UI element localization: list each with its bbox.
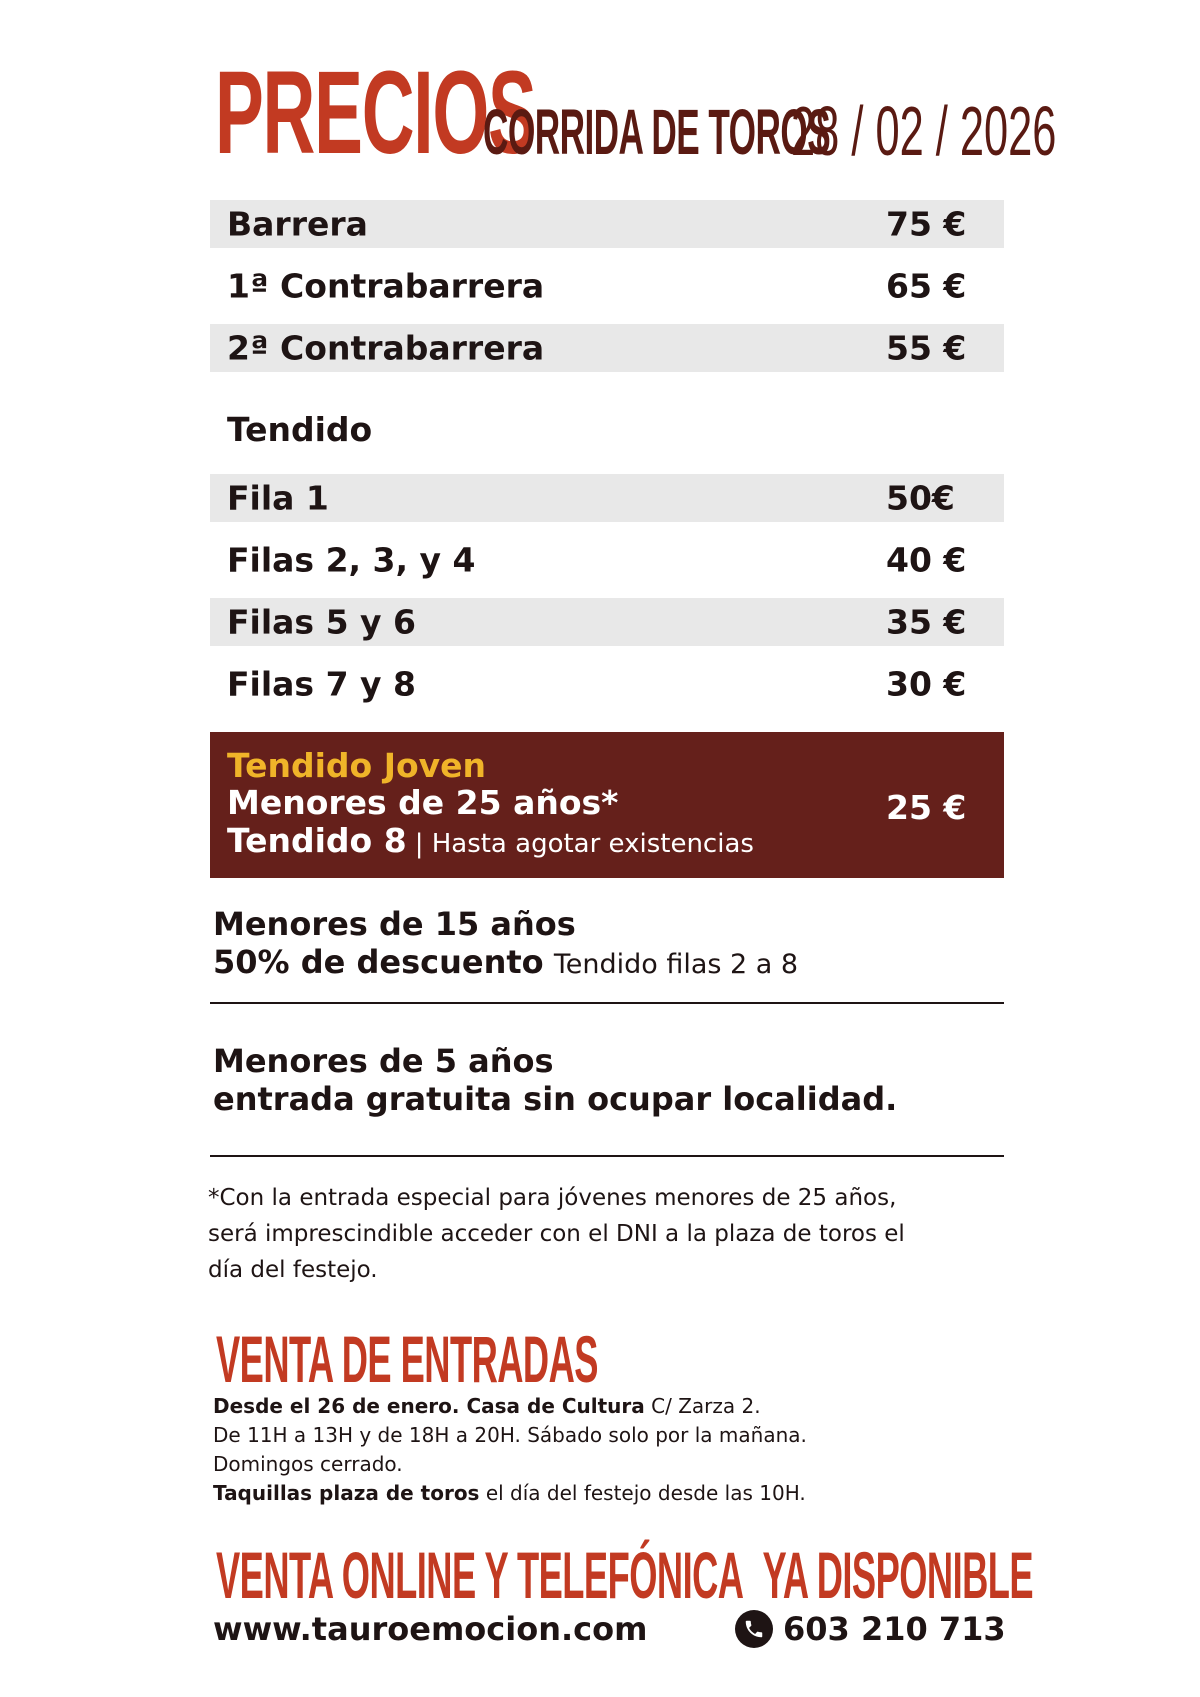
price-row-contrabarrera-1 bbox=[210, 262, 1004, 310]
discount-under15-percent: 50% de descuento bbox=[213, 943, 544, 981]
price-row-value: 50€ bbox=[886, 478, 955, 518]
venta-location: Desde el 26 de enero. Casa de Cultura bbox=[213, 1394, 645, 1418]
venta-line bbox=[213, 1392, 1013, 1421]
website-link[interactable]: www.tauroemocion.com bbox=[213, 1610, 648, 1648]
price-row-value: 30 € bbox=[886, 664, 967, 704]
poster-header bbox=[215, 47, 1057, 180]
venta-address: C/ Zarza 2. bbox=[651, 1394, 761, 1418]
price-row-filas-7-8 bbox=[210, 660, 1004, 708]
joven-price: 25 € bbox=[886, 788, 967, 827]
divider bbox=[210, 1002, 1004, 1004]
phone-number: 603 210 713 bbox=[783, 1610, 1006, 1648]
joven-age: Menores de 25 años* bbox=[227, 783, 619, 822]
discount-under5-title bbox=[213, 1042, 554, 1080]
price-row-filas-2-4 bbox=[210, 536, 1004, 584]
online-status: YA DISPONIBLE bbox=[762, 1538, 1034, 1612]
price-row-filas-5-6 bbox=[210, 598, 1004, 646]
discount-under5-detail bbox=[213, 1080, 897, 1118]
venta-heading: VENTA DE ENTRADAS bbox=[216, 1322, 598, 1396]
price-row-label: Fila 1 bbox=[227, 478, 329, 518]
footnote-line: día del festejo. bbox=[208, 1257, 378, 1283]
price-row-fila-1 bbox=[210, 474, 1004, 522]
discount-under5-label: Menores de 5 años bbox=[213, 1042, 554, 1080]
price-row-value: 55 € bbox=[886, 328, 967, 368]
venta-box-office-hours: el día del festejo desde las 10H. bbox=[485, 1481, 806, 1505]
online-title: VENTA ONLINE Y TELEFÓNICA bbox=[216, 1538, 744, 1612]
footnote bbox=[208, 1180, 1008, 1288]
tendido-joven-box bbox=[210, 732, 1004, 878]
page-title: PRECIOS bbox=[215, 47, 536, 179]
joven-section-name: Tendido 8 bbox=[227, 821, 407, 860]
event-date: 28 / 02 / 2026 bbox=[791, 92, 1057, 170]
venta-line bbox=[213, 1479, 1013, 1508]
joven-title: Tendido Joven bbox=[227, 746, 487, 785]
joven-availability: | Hasta agotar existencias bbox=[414, 829, 754, 859]
price-row-contrabarrera-2 bbox=[210, 324, 1004, 372]
venta-closed: Domingos cerrado. bbox=[213, 1452, 403, 1476]
divider bbox=[210, 1155, 1004, 1157]
price-row-label: 1ª Contrabarrera bbox=[227, 266, 545, 306]
discount-under15-detail bbox=[213, 943, 798, 981]
price-row-barrera bbox=[210, 200, 1004, 248]
price-row-value: 65 € bbox=[886, 266, 967, 306]
online-heading bbox=[216, 1538, 1034, 1612]
price-row-value: 40 € bbox=[886, 540, 967, 580]
footnote-line: *Con la entrada especial para jóvenes menores de 25 años, bbox=[208, 1185, 897, 1211]
phone-contact[interactable] bbox=[735, 1610, 1006, 1648]
footnote-line: será imprescindible acceder con el DNI a la plaza de toros el bbox=[208, 1221, 905, 1247]
event-name: CORRIDA DE TOROS bbox=[483, 96, 831, 168]
phone-icon bbox=[735, 1610, 773, 1648]
venta-details bbox=[213, 1392, 1013, 1508]
discount-under15-label: Menores de 15 años bbox=[213, 905, 576, 943]
discount-under5-text: entrada gratuita sin ocupar localidad. bbox=[213, 1080, 898, 1118]
joven-section bbox=[227, 821, 754, 860]
venta-box-office: Taquillas plaza de toros bbox=[213, 1481, 480, 1505]
price-row-label: Filas 5 y 6 bbox=[227, 602, 416, 642]
price-row-label: Filas 7 y 8 bbox=[227, 664, 416, 704]
price-row-label: Filas 2, 3, y 4 bbox=[227, 540, 476, 580]
discount-under15-scope: Tendido filas 2 a 8 bbox=[553, 949, 799, 980]
price-row-value: 35 € bbox=[886, 602, 967, 642]
price-row-label: 2ª Contrabarrera bbox=[227, 328, 545, 368]
price-row-value: 75 € bbox=[886, 204, 967, 244]
discount-under15-title bbox=[213, 905, 576, 943]
venta-hours: De 11H a 13H y de 18H a 20H. Sábado solo por la mañana. bbox=[213, 1423, 807, 1447]
tendido-heading: Tendido bbox=[227, 410, 373, 449]
price-row-label: Barrera bbox=[227, 204, 368, 244]
